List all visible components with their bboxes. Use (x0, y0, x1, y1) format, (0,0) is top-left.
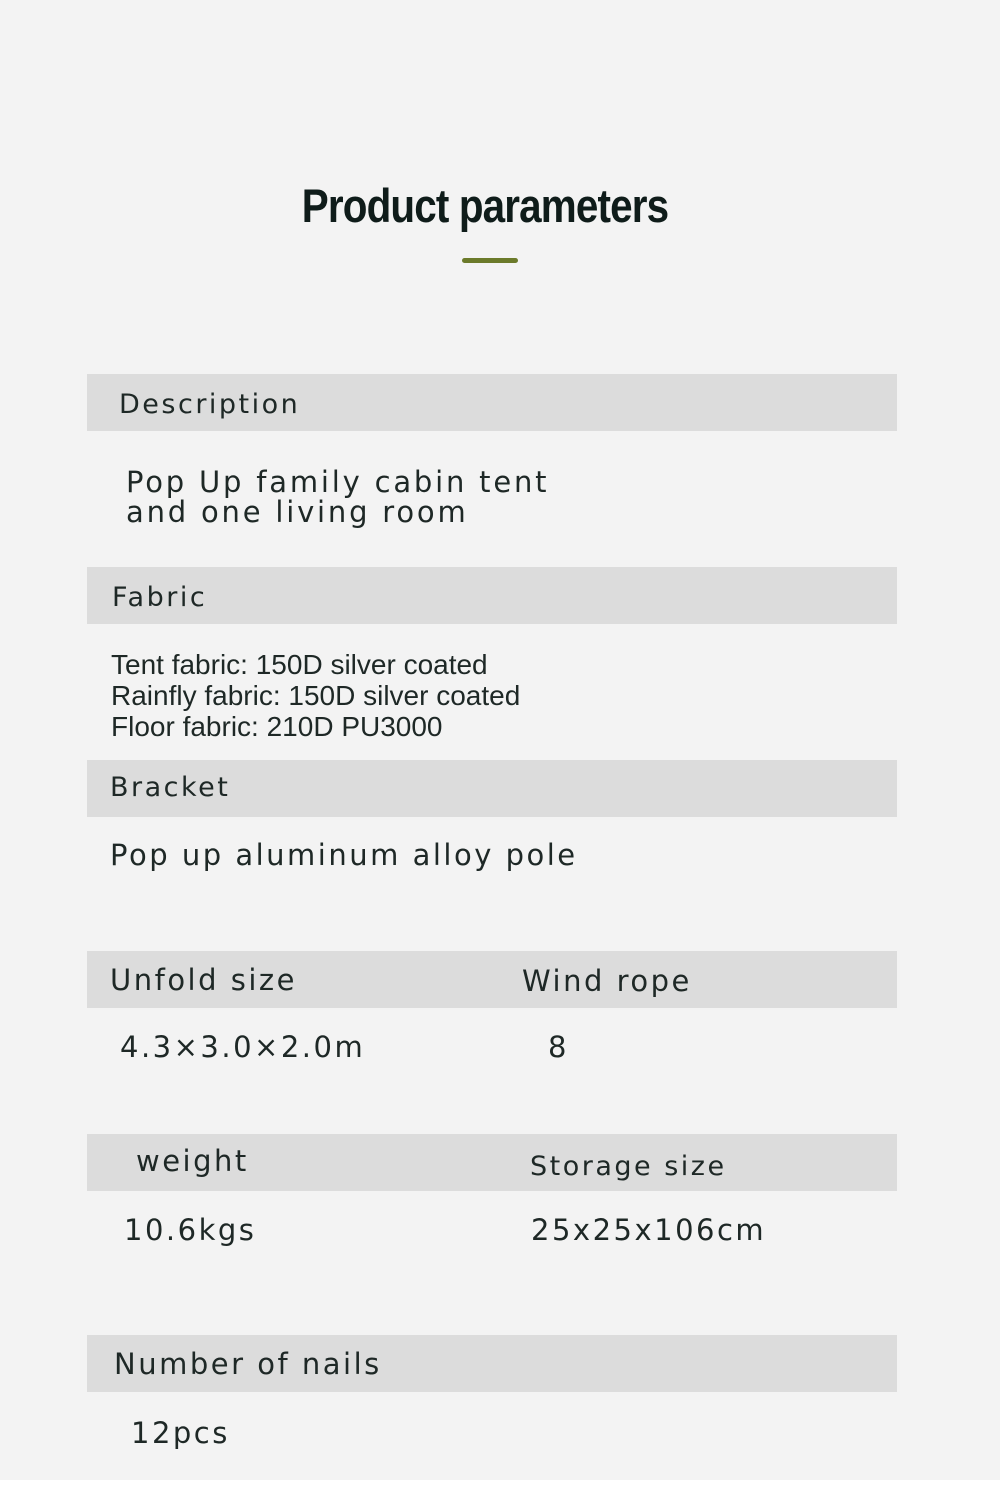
unfold-size-label: Unfold size (110, 963, 297, 997)
weight-label: weight (136, 1144, 249, 1178)
fabric-label: Fabric (112, 582, 208, 613)
fabric-header-bar (87, 567, 897, 624)
size-rope-header-bar (87, 951, 897, 1008)
bracket-value: Pop up aluminum alloy pole (110, 838, 578, 872)
nails-header-bar (87, 1335, 897, 1392)
weight-storage-header-bar (87, 1134, 897, 1191)
description-line: Pop Up family cabin tent (126, 465, 550, 499)
fabric-line: Rainfly fabric: 150D silver coated (111, 680, 521, 711)
description-header-bar (87, 374, 897, 431)
bottom-divider (0, 1480, 1000, 1488)
page-title: Product parameters (301, 179, 669, 232)
description-label: Description (119, 389, 301, 420)
nails-value: 12pcs (131, 1416, 230, 1450)
description-value (126, 467, 549, 527)
title-underline (462, 258, 518, 263)
storage-size-label: Storage size (530, 1151, 727, 1182)
storage-size-value: 25x25x106cm (531, 1213, 767, 1247)
bracket-header-bar (87, 760, 897, 817)
description-line: and one living room (126, 495, 469, 529)
fabric-line: Tent fabric: 150D silver coated (111, 649, 488, 680)
nails-label: Number of nails (114, 1347, 382, 1381)
weight-value: 10.6kgs (124, 1213, 257, 1247)
wind-rope-label: Wind rope (522, 964, 692, 998)
wind-rope-value: 8 (548, 1030, 569, 1064)
fabric-value (111, 649, 520, 742)
bracket-label: Bracket (110, 772, 231, 803)
unfold-size-value: 4.3×3.0×2.0m (120, 1030, 366, 1064)
fabric-line: Floor fabric: 210D PU3000 (111, 711, 443, 742)
